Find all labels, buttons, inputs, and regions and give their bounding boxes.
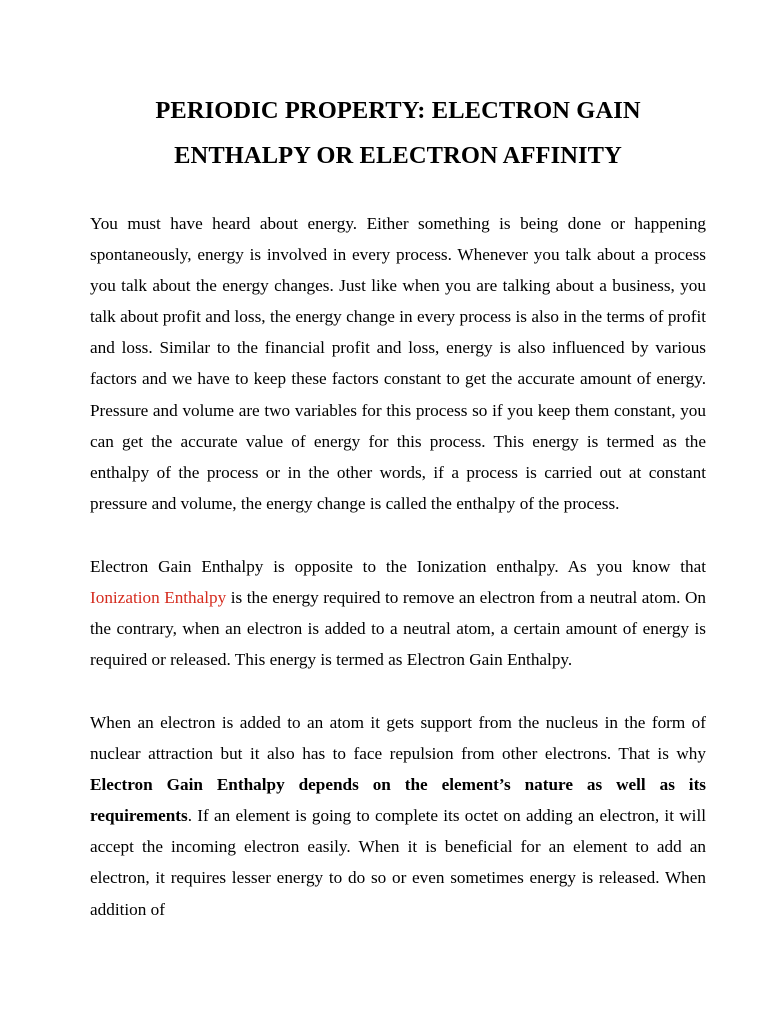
title-line-1: PERIODIC PROPERTY: ELECTRON GAIN [155,97,641,124]
paragraph-2-text-end: is the energy required to remove an electron from a neutral atom. On the contrary, when an electron is added to a neutral atom, a certain amount of energy is required or released. This energy is termed as Electron Gain Enthalpy. [90,588,706,670]
page-title [90,88,706,178]
ionization-enthalpy-link[interactable]: Ionization Enthalpy [90,588,227,608]
paragraph-3-text-start: When an electron is added to an atom it gets support from the nucleus in the form of nuclear attraction but it also has to face repulsion from other electrons. That is why [90,713,706,764]
paragraph-electron-addition [90,707,706,925]
title-line-2: ENTHALPY OR ELECTRON AFFINITY [174,142,622,169]
paragraph-2-text-start: Electron Gain Enthalpy is opposite to the Ionization enthalpy. As you know that [90,557,706,576]
paragraph-energy-intro: You must have heard about energy. Either something is being done or happening spontaneously, energy is involved in every process. Whenever you talk about a process you talk about the energy changes. Just like when you are talking about a business, you talk about profit and loss, the energy change in every process is also in the terms of profit and loss. Similar to the financial profit and loss, energy is also influenced by various factors and we have to keep these factors constant to get the accurate amount of energy. Pressure and volume are two variables for this process so if you keep them constant, you can get the accurate value of energy for this process. This energy is termed as the enthalpy of the process or in the other words, if a process is carried out at constant pressure and volume, the energy change is called the enthalpy of the process. [90,214,706,513]
paragraph-electron-gain [90,551,706,675]
paragraph-3-text-end: . If an element is going to complete its octet on adding an electron, it will accept the incoming electron easily. When it is beneficial for an element to add an electron, it requires lesser energy to do so or even sometimes energy is released. When addition of [90,806,706,919]
bold-emphasis-text: Electron Gain Enthalpy depends on the element’s nature as well as its requirements [90,775,706,826]
